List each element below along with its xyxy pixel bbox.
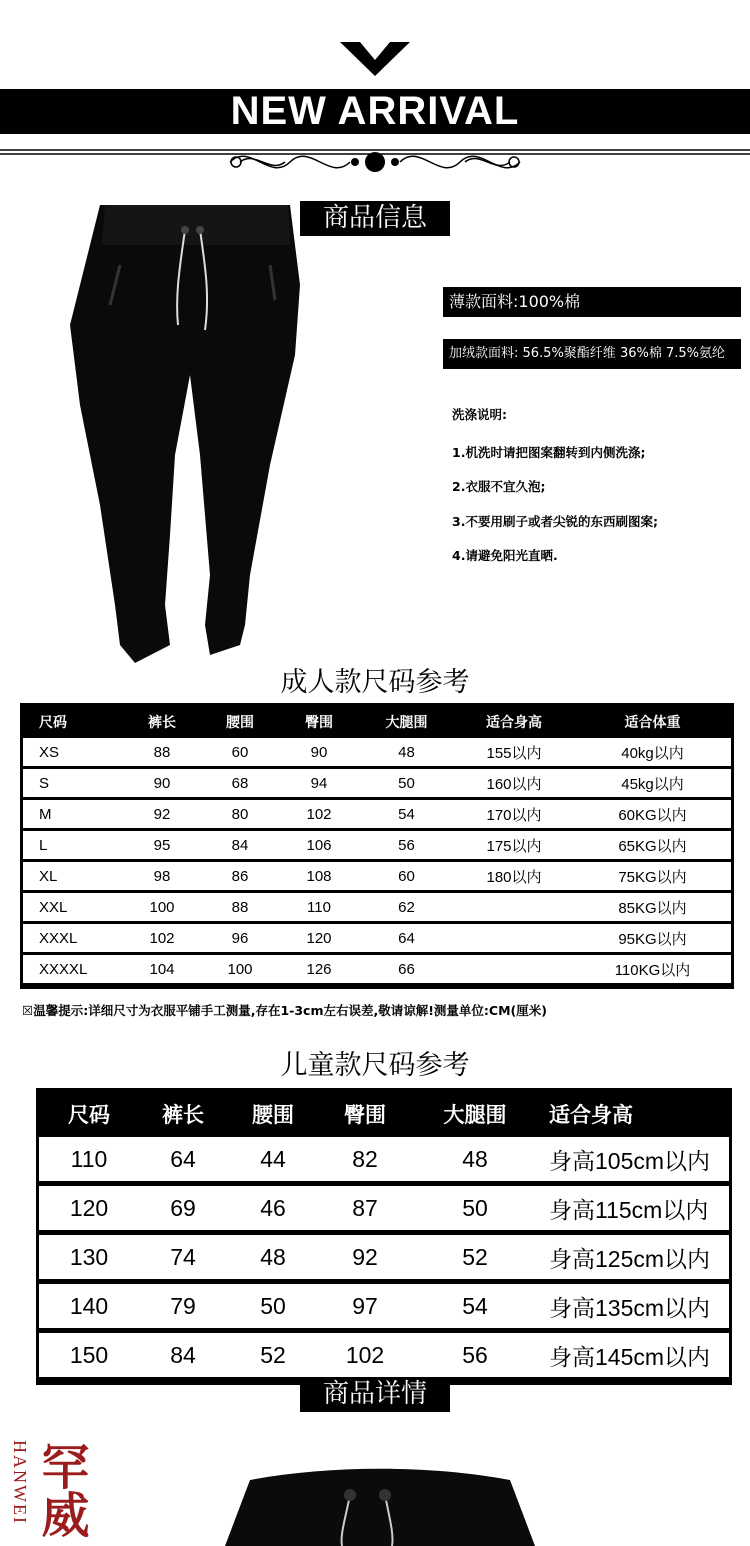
table-cell: 150 [39,1333,139,1377]
table-cell: 110KG以内 [574,955,731,983]
table-cell: 95KG以内 [574,924,731,952]
table-cell: 62 [359,893,454,921]
table-cell: XS [23,738,123,766]
table-cell: 身高115cm以内 [539,1186,729,1230]
table-cell: 60 [359,862,454,890]
table-cell: 60KG以内 [574,800,731,828]
table-cell: 92 [319,1235,411,1279]
table-cell: 82 [319,1137,411,1181]
table-row [23,955,731,983]
table-cell: 86 [201,862,279,890]
table-cell: 94 [279,769,359,797]
table-cell [454,924,574,952]
table-row [23,769,731,797]
table-row [39,1284,729,1328]
washing-item: 2.衣服不宜久泡; [452,479,546,494]
table-cell: 56 [411,1333,539,1377]
table-cell: 98 [123,862,201,890]
table-cell [454,893,574,921]
table-cell: XXXL [23,924,123,952]
column-header: 适合体重 [574,709,731,735]
table-cell: L [23,831,123,859]
table-cell: 88 [123,738,201,766]
kids-size-table [36,1088,732,1385]
table-cell: 100 [123,893,201,921]
table-cell: 100 [201,955,279,983]
product-info-tag: 商品信息 [300,201,450,236]
table-row [23,924,731,952]
table-cell: 80 [201,800,279,828]
table-header-row [23,709,731,735]
table-cell: 54 [411,1284,539,1328]
washing-heading: 洗涤说明: [452,407,507,422]
table-cell: 97 [319,1284,411,1328]
table-cell: 90 [123,769,201,797]
table-cell: 48 [411,1137,539,1181]
chevron-down-icon [340,40,410,78]
table-cell: M [23,800,123,828]
table-cell: 84 [201,831,279,859]
table-cell: 110 [279,893,359,921]
column-header: 适合身高 [539,1096,729,1132]
table-cell: 155以内 [454,738,574,766]
table-cell: S [23,769,123,797]
column-header: 尺码 [23,709,123,735]
table-cell: 身高135cm以内 [539,1284,729,1328]
new-arrival-banner: NEW ARRIVAL [0,89,750,134]
table-cell: 64 [139,1137,227,1181]
table-cell: 102 [319,1333,411,1377]
washing-item: 1.机洗时请把图案翻转到内侧洗涤; [452,445,646,460]
table-cell: 66 [359,955,454,983]
column-header: 大腿围 [359,709,454,735]
table-cell: 48 [227,1235,319,1279]
table-cell: 65KG以内 [574,831,731,859]
table-cell: 46 [227,1186,319,1230]
table-cell: 126 [279,955,359,983]
table-cell: 180以内 [454,862,574,890]
adult-size-title: 成人款尺码参考 [280,667,470,698]
table-cell: 56 [359,831,454,859]
washing-item: 3.不要用刷子或者尖锐的东西刷图案; [452,514,658,529]
column-header: 大腿围 [411,1096,539,1132]
table-cell: 120 [39,1186,139,1230]
table-cell: 身高125cm以内 [539,1235,729,1279]
brand-seal-cn: 罕威 [33,1442,89,1538]
table-row [23,738,731,766]
table-cell: 170以内 [454,800,574,828]
table-cell: 90 [279,738,359,766]
column-header: 臀围 [279,709,359,735]
table-cell: 175以内 [454,831,574,859]
table-cell: 140 [39,1284,139,1328]
kids-size-title: 儿童款尺码参考 [280,1050,470,1081]
measurement-notice: ☒温馨提示:详细尺寸为衣服平铺手工测量,存在1-3cm左右误差,敬请谅解!测量单位:CM(厘米) [22,1003,547,1018]
table-cell: 88 [201,893,279,921]
table-cell: 40kg以内 [574,738,731,766]
table-row [23,831,731,859]
table-cell: 45kg以内 [574,769,731,797]
column-header: 腰围 [201,709,279,735]
table-cell: 79 [139,1284,227,1328]
table-cell: 92 [123,800,201,828]
table-cell [454,955,574,983]
table-cell: 54 [359,800,454,828]
pants-detail-image [210,1465,540,1546]
column-header: 裤长 [123,709,201,735]
table-cell: 110 [39,1137,139,1181]
adult-size-table [20,703,734,989]
table-cell: 50 [411,1186,539,1230]
product-detail-tag: 商品详情 [300,1377,450,1412]
column-header: 臀围 [319,1096,411,1132]
table-cell: 75KG以内 [574,862,731,890]
table-row [39,1137,729,1181]
washing-item: 4.请避免阳光直晒. [452,548,558,563]
ornament-divider [0,140,750,185]
brand-seal-en: HANWEI [10,1440,30,1525]
table-cell: 120 [279,924,359,952]
column-header: 裤长 [139,1096,227,1132]
table-cell: 87 [319,1186,411,1230]
table-cell: 69 [139,1186,227,1230]
table-row [23,800,731,828]
table-cell: 104 [123,955,201,983]
table-cell: 身高105cm以内 [539,1137,729,1181]
table-cell: 64 [359,924,454,952]
table-cell: 52 [227,1333,319,1377]
table-row [23,862,731,890]
table-cell: 68 [201,769,279,797]
table-cell: XXL [23,893,123,921]
table-cell: 102 [279,800,359,828]
table-row [23,893,731,921]
table-cell: 106 [279,831,359,859]
thin-fabric-label: 薄款面料:100%棉 [443,287,741,317]
table-cell: 身高145cm以内 [539,1333,729,1377]
table-row [39,1186,729,1230]
table-cell: 50 [359,769,454,797]
table-cell: XL [23,862,123,890]
table-header-row [39,1096,729,1132]
fleece-fabric-label: 加绒款面料: 56.5%聚酯纤维 36%棉 7.5%氨纶 [443,339,741,369]
table-cell: 50 [227,1284,319,1328]
table-cell: 85KG以内 [574,893,731,921]
table-cell: 160以内 [454,769,574,797]
table-cell: XXXXL [23,955,123,983]
jogger-pants-image [60,205,320,665]
table-cell: 96 [201,924,279,952]
brand-seal [10,1440,90,1546]
table-row [39,1235,729,1279]
table-cell: 84 [139,1333,227,1377]
table-cell: 52 [411,1235,539,1279]
table-cell: 102 [123,924,201,952]
table-cell: 130 [39,1235,139,1279]
column-header: 腰围 [227,1096,319,1132]
table-cell: 108 [279,862,359,890]
table-cell: 44 [227,1137,319,1181]
column-header: 适合身高 [454,709,574,735]
table-cell: 48 [359,738,454,766]
table-cell: 95 [123,831,201,859]
table-row [39,1333,729,1377]
column-header: 尺码 [39,1096,139,1132]
table-cell: 60 [201,738,279,766]
table-cell: 74 [139,1235,227,1279]
